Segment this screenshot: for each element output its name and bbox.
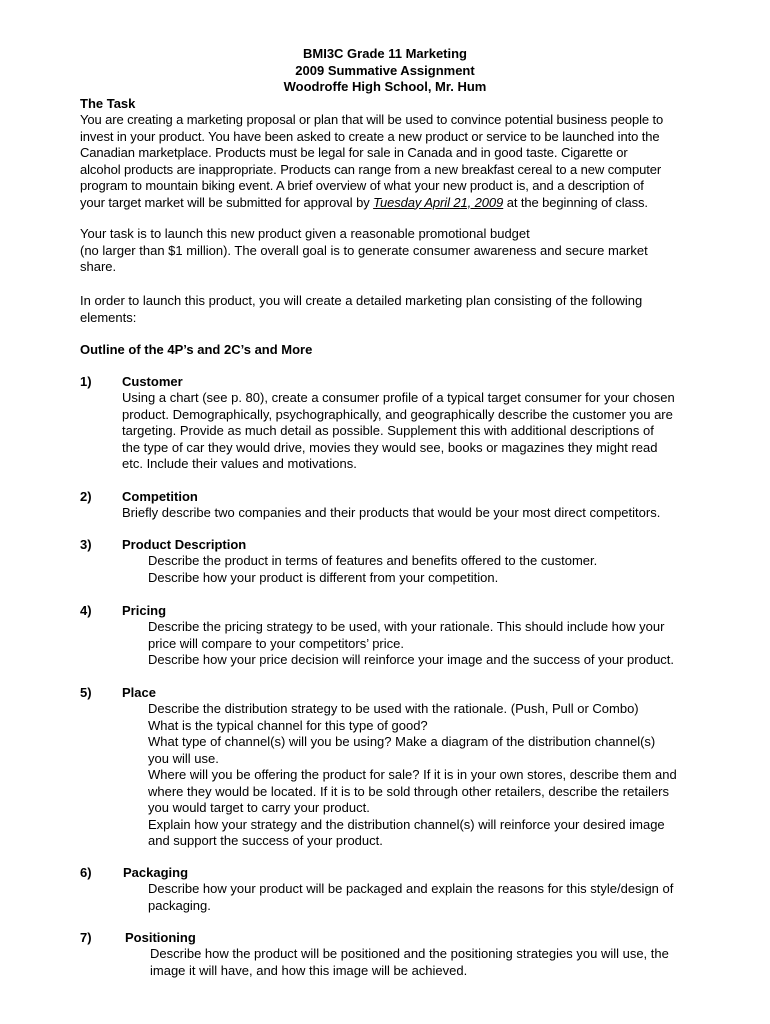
item-body-competition — [122, 505, 660, 522]
item-body-product-description — [148, 553, 597, 586]
paragraph-line: You are creating a marketing proposal or plan that will be used to convince potential business people to — [80, 112, 664, 127]
item-line: Describe the product in terms of features and benefits offered to the customer. — [148, 553, 598, 568]
document-header — [0, 46, 770, 96]
paragraph-text: your target market will be submitted for approval by — [80, 194, 374, 210]
item-title-pricing: Pricing — [122, 603, 167, 618]
item-line: Briefly describe two companies and their products that would be your most direct competitors. — [122, 505, 661, 520]
item-title-product-description: Product Description — [122, 537, 247, 552]
item-line: you would target to carry your product. — [148, 800, 370, 815]
item-line: packaging. — [148, 897, 211, 913]
item-line: Describe the pricing strategy to be used, with your rationale. This should include how your — [148, 619, 665, 634]
item-title-positioning: Positioning — [125, 930, 196, 945]
paragraph-line: elements: — [80, 309, 137, 325]
paragraph-line: Your task is to launch this new product given a reasonable promotional budget — [80, 226, 530, 241]
task-paragraph-1 — [80, 112, 663, 211]
paragraph-line: Canadian marketplace. Products must be legal for sale in Canada and in good taste. Cigarette or — [80, 145, 628, 160]
item-line: and support the success of your product. — [148, 833, 383, 848]
item-body-place — [148, 701, 677, 850]
paragraph-line: invest in your product. You have been asked to create a new product or service to be launched into the — [80, 128, 660, 144]
item-body-pricing — [148, 619, 674, 669]
item-line: Explain how your strategy and the distribution channel(s) will reinforce your desired image — [148, 816, 665, 832]
item-line: Describe how your product will be packaged and explain the reasons for this style/design of — [148, 881, 674, 896]
item-line: where they would be located. If it is to be sold through other retailers, describe the retailers — [148, 783, 670, 799]
item-line: image it will have, and how this image will be achieved. — [150, 962, 468, 978]
item-number: 2) — [80, 489, 92, 504]
item-title-packaging: Packaging — [123, 865, 189, 880]
paragraph-line: share. — [80, 259, 117, 274]
course-title: BMI3C Grade 11 Marketing — [303, 46, 467, 61]
item-line: price will compare to your competitors’ price. — [148, 635, 404, 651]
item-line: the type of car they would drive, movies they would see, books or magazines they might read — [122, 439, 658, 455]
item-title-customer: Customer — [122, 374, 183, 389]
item-line: Describe how the product will be positioned and the positioning strategies you will use, the — [150, 946, 669, 961]
item-number: 3) — [80, 537, 92, 552]
item-line: Describe how your product is different from your competition. — [148, 569, 499, 585]
item-line: Where will you be offering the product for sale? If it is in your own stores, describe them and — [148, 767, 677, 782]
item-body-positioning — [150, 946, 669, 979]
outline-heading: Outline of the 4P’s and 2C’s and More — [80, 342, 313, 357]
item-line: Describe how your price decision will reinforce your image and the success of your product. — [148, 652, 675, 667]
school-teacher: Woodroffe High School, Mr. Hum — [283, 79, 487, 94]
item-number: 1) — [80, 374, 92, 389]
item-number: 5) — [80, 685, 92, 700]
item-title-competition: Competition — [122, 489, 198, 504]
item-body-customer — [122, 390, 675, 473]
paragraph-line: alcohol products are inappropriate. Products can range from a new breakfast cereal to a new computer — [80, 161, 662, 177]
paragraph-text: at the beginning of class. — [503, 194, 648, 210]
paragraph-line: In order to launch this product, you will create a detailed marketing plan consisting of the following — [80, 293, 643, 308]
paragraph-line: (no larger than $1 million). The overall goal is to generate consumer awareness and secure market — [80, 242, 648, 258]
item-title-place: Place — [122, 685, 156, 700]
task-paragraph-2 — [80, 226, 648, 276]
item-line: etc. Include their values and motivations. — [122, 456, 357, 471]
item-number: 6) — [80, 865, 92, 880]
item-line: What type of channel(s) will you be using? Make a diagram of the distribution channel(s) — [148, 734, 656, 749]
item-body-packaging — [148, 881, 673, 914]
item-line: product. Demographically, psychographically, and geographically describe the customer you are — [122, 406, 673, 422]
item-line: you will use. — [148, 750, 219, 766]
paragraph-line — [80, 195, 663, 212]
paragraph-line: program to mountain biking event. A brief overview of what your new product is, and a description of — [80, 178, 644, 193]
item-line: Describe the distribution strategy to be used with the rationale. (Push, Pull or Combo) — [148, 701, 639, 716]
assignment-title: 2009 Summative Assignment — [295, 62, 475, 78]
task-paragraph-3 — [80, 293, 642, 326]
item-line: targeting. Provide as much detail as possible. Supplement this with additional descriptions of — [122, 423, 654, 438]
item-number: 7) — [80, 930, 92, 945]
deadline-date: Tuesday April 21, 2009 — [373, 194, 504, 210]
task-heading: The Task — [80, 96, 136, 111]
item-number: 4) — [80, 603, 92, 618]
item-line: What is the typical channel for this type of good? — [148, 717, 428, 733]
item-line: Using a chart (see p. 80), create a consumer profile of a typical target consumer for your chosen — [122, 390, 675, 405]
